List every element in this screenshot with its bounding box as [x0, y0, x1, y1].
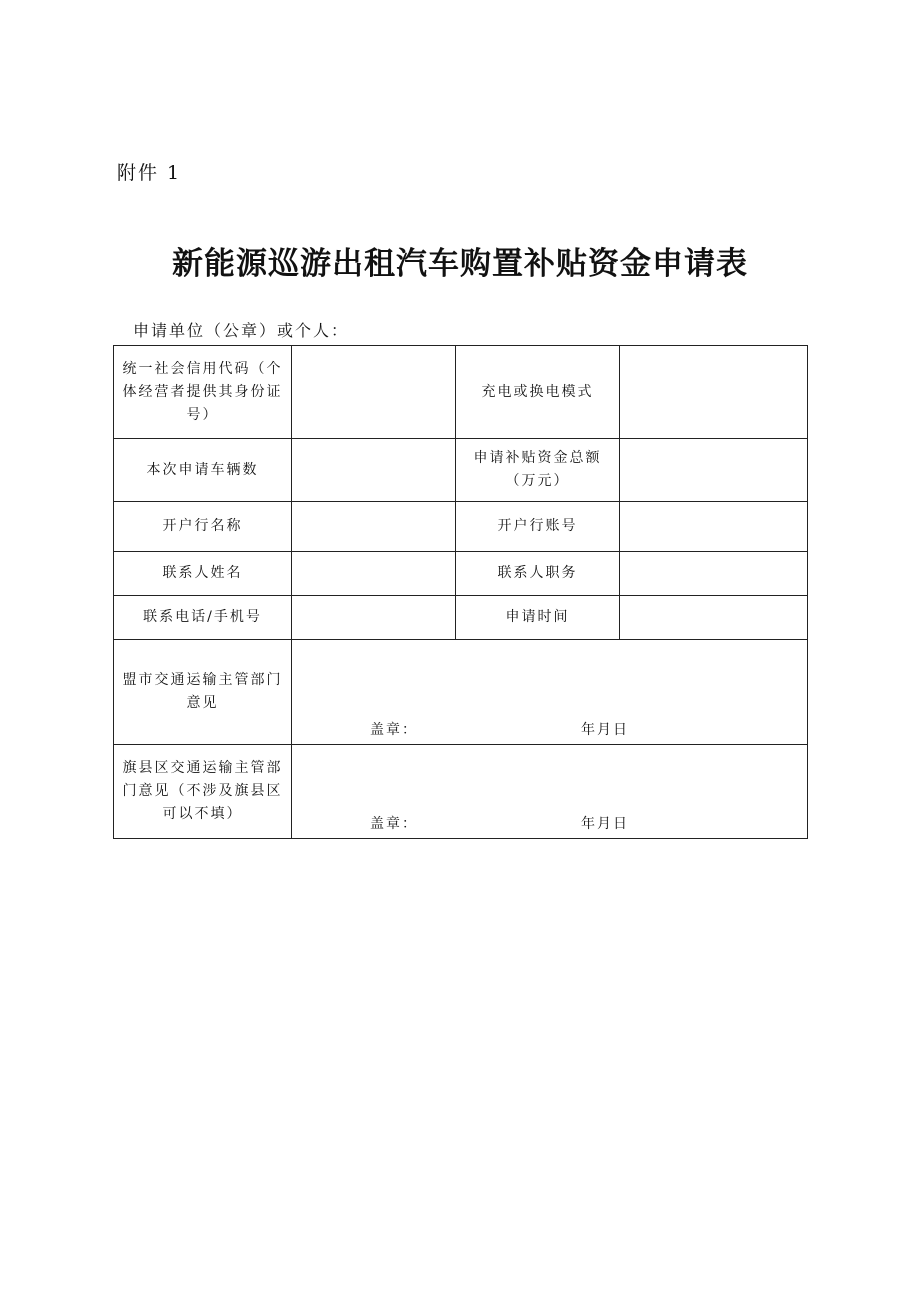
table-row: [114, 596, 808, 640]
table-row: [114, 439, 808, 502]
bank-name-label: 开户行名称: [114, 502, 292, 552]
contact-position-label: 联系人职务: [456, 552, 620, 596]
application-time-value[interactable]: [620, 596, 808, 640]
county-opinion-field[interactable]: [292, 745, 808, 839]
contact-phone-value[interactable]: [292, 596, 456, 640]
county-opinion-label: 旗县区交通运输主管部门意见（不涉及旗县区可以不填）: [114, 745, 292, 839]
table-row: [114, 552, 808, 596]
date-label: 年月日: [581, 816, 629, 832]
subsidy-total-label: 申请补贴资金总额（万元）: [456, 439, 620, 502]
credit-code-label: 统一社会信用代码（个体经营者提供其身份证号）: [114, 346, 292, 439]
bank-account-value[interactable]: [620, 502, 808, 552]
vehicle-count-label: 本次申请车辆数: [114, 439, 292, 502]
contact-phone-label: 联系电话/手机号: [114, 596, 292, 640]
bank-account-label: 开户行账号: [456, 502, 620, 552]
date-label: 年月日: [581, 722, 629, 738]
application-form-table: [113, 345, 808, 839]
credit-code-value[interactable]: [292, 346, 456, 439]
vehicle-count-value[interactable]: [292, 439, 456, 502]
bank-name-value[interactable]: [292, 502, 456, 552]
league-city-opinion-field[interactable]: [292, 640, 808, 745]
table-row: [114, 346, 808, 439]
applicant-label: 申请单位（公章）或个人：: [133, 321, 350, 340]
attachment-label: 附件 1: [117, 162, 182, 184]
contact-position-value[interactable]: [620, 552, 808, 596]
charging-mode-label: 充电或换电模式: [456, 346, 620, 439]
contact-name-value[interactable]: [292, 552, 456, 596]
seal-label: 盖章：: [370, 722, 418, 738]
contact-name-label: 联系人姓名: [114, 552, 292, 596]
seal-label: 盖章：: [370, 816, 418, 832]
document-title: 新能源巡游出租汽车购置补贴资金申请表: [172, 246, 748, 282]
league-city-opinion-label: 盟市交通运输主管部门意见: [114, 640, 292, 745]
table-row: [114, 745, 808, 839]
application-time-label: 申请时间: [456, 596, 620, 640]
table-row: [114, 640, 808, 745]
table-row: [114, 502, 808, 552]
charging-mode-value[interactable]: [620, 346, 808, 439]
subsidy-total-value[interactable]: [620, 439, 808, 502]
